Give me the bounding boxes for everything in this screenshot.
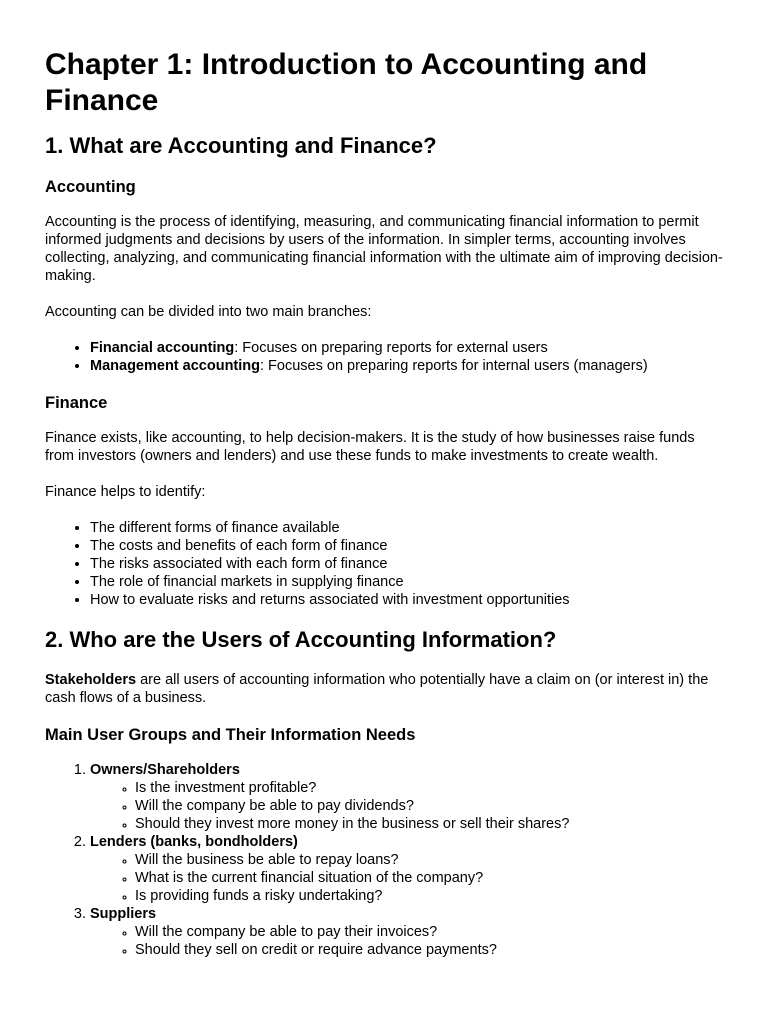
question-item: ◦ Will the business be able to repay loans? — [135, 851, 723, 869]
question-item: ◦ Is providing funds a risky undertaking? — [135, 887, 723, 905]
question-item: ◦ Is the investment profitable? — [135, 779, 723, 797]
user-group-name: Lenders (banks, bondholders) — [90, 834, 298, 850]
stakeholders-definition — [45, 671, 723, 707]
user-group-questions — [90, 851, 723, 905]
list-item: • The different forms of finance available — [90, 519, 723, 537]
question-item: ◦ Will the company be able to pay dividends? — [135, 797, 723, 815]
user-group-questions — [90, 923, 723, 959]
finance-heading: Finance — [45, 394, 108, 412]
user-group-questions — [90, 779, 723, 833]
list-item: • The costs and benefits of each form of finance — [90, 537, 723, 555]
list-item: • The risks associated with each form of finance — [90, 555, 723, 573]
list-item — [90, 339, 723, 357]
accounting-heading: Accounting — [45, 178, 136, 196]
list-item: • How to evaluate risks and returns associated with investment opportunities — [90, 591, 723, 609]
accounting-definition: Accounting is the process of identifying, measuring, and communicating financial information to permit informed judgments and decisions by users of the information. In simpler terms, accounting involves collecting, analyzing, and communicating financial information with the ultimate aim of improving decision-making. — [45, 214, 723, 284]
accounting-branches-list — [45, 339, 723, 375]
stakeholders-term: Stakeholders — [45, 672, 137, 688]
user-group-item — [90, 905, 723, 959]
user-group-name: Suppliers — [90, 906, 157, 922]
section-1-heading: 1. What are Accounting and Finance? — [45, 133, 437, 158]
section-2-heading: 2. Who are the Users of Accounting Information? — [45, 627, 557, 652]
question-item: ◦ Will the company be able to pay their invoices? — [135, 923, 723, 941]
list-item — [90, 357, 723, 375]
stakeholders-desc: are all users of accounting information who potentially have a claim on (or interest in) the cash flows of a business. — [45, 672, 709, 706]
branch-term: Financial accounting — [90, 340, 235, 356]
branch-term: Management accounting — [90, 358, 260, 374]
user-group-item — [90, 761, 723, 833]
accounting-branches-intro: Accounting can be divided into two main branches: — [45, 304, 372, 320]
question-item: ◦ Should they invest more money in the business or sell their shares? — [135, 815, 723, 833]
branch-desc: : Focuses on preparing reports for internal users (managers) — [260, 358, 648, 374]
finance-helps-list — [45, 519, 723, 609]
chapter-title: Chapter 1: Introduction to Accounting and Finance — [45, 48, 648, 117]
list-item: • The role of financial markets in supplying finance — [90, 573, 723, 591]
question-item: ◦ Should they sell on credit or require advance payments? — [135, 941, 723, 959]
branch-desc: : Focuses on preparing reports for external users — [234, 340, 548, 356]
finance-helps-intro: Finance helps to identify: — [45, 484, 206, 500]
user-groups-heading: Main User Groups and Their Information Needs — [45, 726, 416, 744]
user-group-name: Owners/Shareholders — [90, 762, 240, 778]
user-group-item — [90, 833, 723, 905]
user-groups-list — [45, 761, 723, 959]
question-item: ◦ What is the current financial situation of the company? — [135, 869, 723, 887]
finance-definition: Finance exists, like accounting, to help decision-makers. It is the study of how businesses raise funds from investors (owners and lenders) and use these funds to make investments to create wealth. — [45, 430, 695, 464]
